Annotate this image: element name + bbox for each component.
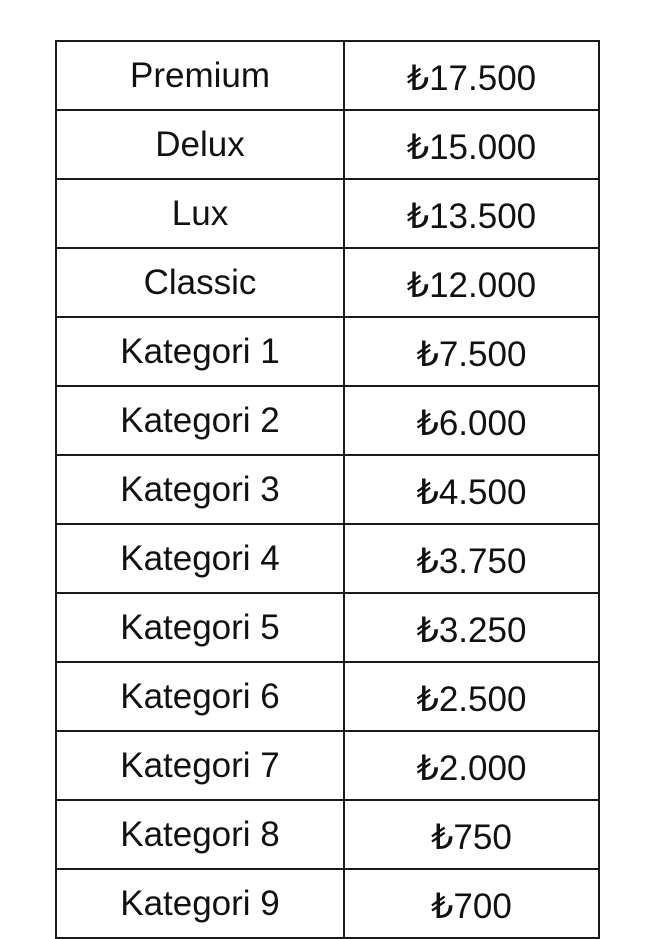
price-cell: ₺4.500 [344, 455, 599, 524]
category-cell: Kategori 3 [56, 455, 344, 524]
table-row [56, 455, 599, 524]
table-row [56, 662, 599, 731]
table-row [56, 248, 599, 317]
price-cell: ₺15.000 [344, 110, 599, 179]
table-row [56, 317, 599, 386]
price-cell: ₺3.250 [344, 593, 599, 662]
price-cell: ₺6.000 [344, 386, 599, 455]
category-cell: Kategori 1 [56, 317, 344, 386]
price-cell: ₺2.000 [344, 731, 599, 800]
table-row [56, 41, 599, 110]
table-row [56, 593, 599, 662]
table-row [56, 524, 599, 593]
price-cell: ₺13.500 [344, 179, 599, 248]
category-cell: Kategori 6 [56, 662, 344, 731]
price-cell: ₺12.000 [344, 248, 599, 317]
table-row [56, 386, 599, 455]
category-cell: Premium [56, 41, 344, 110]
table-row [56, 731, 599, 800]
category-cell: Kategori 4 [56, 524, 344, 593]
price-cell: ₺3.750 [344, 524, 599, 593]
category-cell: Lux [56, 179, 344, 248]
table-row [56, 800, 599, 869]
table-row [56, 869, 599, 938]
table-row [56, 110, 599, 179]
category-cell: Kategori 8 [56, 800, 344, 869]
price-cell: ₺7.500 [344, 317, 599, 386]
price-cell: ₺700 [344, 869, 599, 938]
category-cell: Kategori 9 [56, 869, 344, 938]
category-cell: Classic [56, 248, 344, 317]
category-cell: Delux [56, 110, 344, 179]
price-table [55, 40, 600, 939]
category-cell: Kategori 2 [56, 386, 344, 455]
category-cell: Kategori 5 [56, 593, 344, 662]
table-row [56, 179, 599, 248]
category-cell: Kategori 7 [56, 731, 344, 800]
price-cell: ₺750 [344, 800, 599, 869]
price-cell: ₺2.500 [344, 662, 599, 731]
price-cell: ₺17.500 [344, 41, 599, 110]
